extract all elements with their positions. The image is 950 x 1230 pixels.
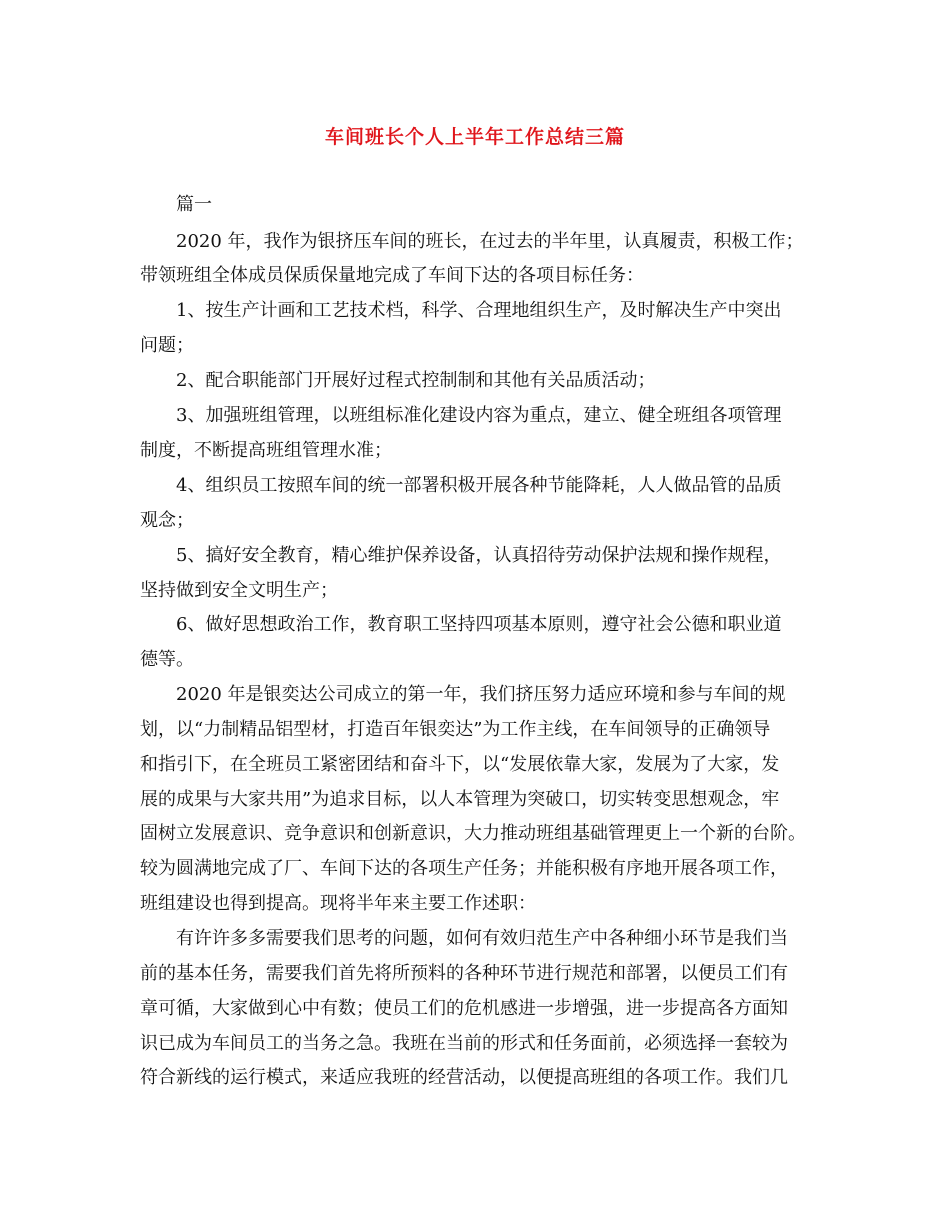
document-title: 车间班长个人上半年工作总结三篇 — [324, 126, 625, 148]
paragraph-line: 划，以“力制精品铝型材，打造百年银奕达”为工作主线，在车间领导的正确领导 — [140, 719, 771, 740]
paragraph-line: 有许许多多需要我们思考的问题，如何有效归范生产中各种细小环节是我们当 — [176, 928, 788, 949]
list-item-line: 3、加强班组管理，以班组标准化建设内容为重点，建立、健全班组各项管理 — [176, 405, 782, 426]
paragraph-line: 和指引下，在全班员工紧密团结和奋斗下，以“发展依靠大家，发展为了大家，发 — [140, 754, 780, 775]
paragraph-line: 2020 年，我作为银挤压车间的班长，在过去的半年里，认真履责，积极工作； — [176, 231, 804, 252]
list-item-line: 观念； — [140, 510, 194, 531]
list-item-line: 5、搞好安全教育，精心维护保养设备，认真招待劳动保护法规和操作规程， — [176, 545, 782, 566]
paragraph-line: 符合新线的运行模式，来适应我班的经营活动，以便提高班组的各项工作。我们几 — [140, 1067, 788, 1088]
list-item-line: 2、配合职能部门开展好过程式控制制和其他有关品质活动； — [176, 370, 656, 391]
paragraph-line: 较为圆满地完成了厂、车间下达的各项生产任务；并能积极有序地开展各项工作， — [140, 858, 788, 879]
list-item-line: 制度，不断提高班组管理水准； — [140, 440, 392, 461]
paragraph-line: 前的基本任务，需要我们首先将所预料的各种环节进行规范和部署，以便员工们有 — [140, 963, 788, 984]
paragraph-line: 带领班组全体成员保质保量地完成了车间下达的各项目标任务： — [140, 265, 644, 286]
list-item-line: 问题； — [140, 335, 194, 356]
list-item-line: 4、组织员工按照车间的统一部署积极开展各种节能降耗，人人做品管的品质 — [176, 475, 782, 496]
paragraph-line: 识已成为车间员工的当务之急。我班在当前的形式和任务面前，必须选择一套较为 — [140, 1033, 788, 1054]
paragraph-line: 展的成果与大家共用”为追求目标，以人本管理为突破口，切实转变思想观念，牢 — [140, 789, 780, 810]
paragraph-line: 固树立发展意识、竞争意识和创新意识，大力推动班组基础管理更上一个新的台阶。 — [140, 823, 806, 844]
list-item-line: 6、做好思想政治工作，教育职工坚持四项基本原则，遵守社会公德和职业道 — [176, 614, 782, 635]
list-item-line: 德等。 — [140, 649, 194, 670]
paragraph-line: 2020 年是银奕达公司成立的第一年，我们挤压努力适应环境和参与车间的规 — [176, 684, 786, 705]
list-item-line: 1、按生产计画和工艺技术档，科学、合理地组织生产，及时解决生产中突出 — [176, 300, 782, 321]
paragraph-line: 章可循，大家做到心中有数；使员工们的危机感进一步增强，进一步提高各方面知 — [140, 998, 788, 1019]
section-heading: 篇一 — [176, 194, 212, 215]
list-item-line: 坚持做到安全文明生产； — [140, 580, 338, 601]
paragraph-line: 班组建设也得到提高。现将半年来主要工作述职： — [140, 893, 536, 914]
